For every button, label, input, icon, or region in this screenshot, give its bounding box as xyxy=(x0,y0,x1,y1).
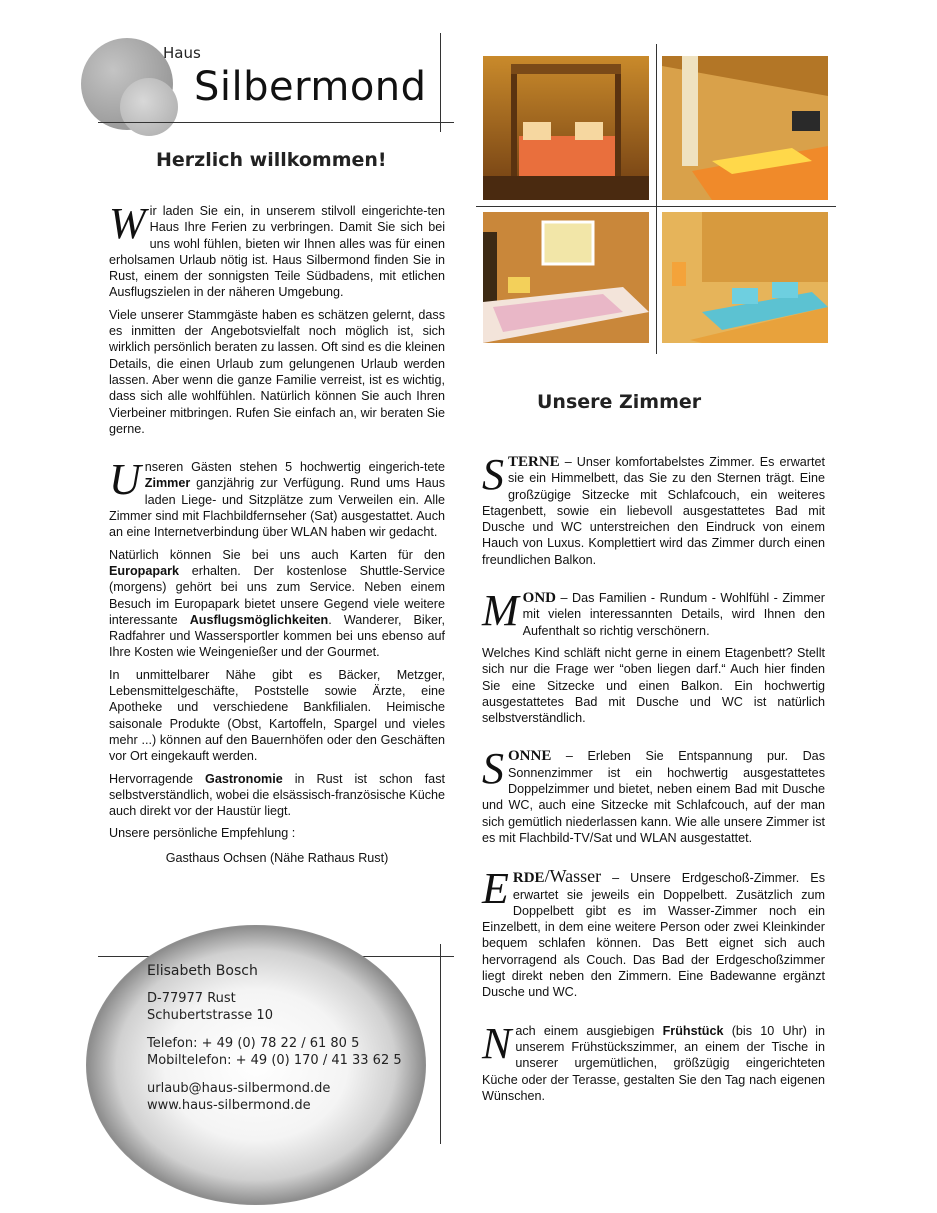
logo-haus: Haus xyxy=(163,44,201,62)
room-sterne: STERNE – Unser komfortabelstes Zimmer. Es erwartet sie ein Himmelbett, das Sie zu den Sternen trägt. Eine großzügige Sitzecke mit Schlafcouch, ein weiteres Etagenbett, sowie ein liebevoll ausgestattetes Bad mit Dusche und WC unterstreichen den Eindruck von einem Hauch von Luxus. Komplettiert wird das Zimmer durch einen freundlichen Balkon. xyxy=(482,450,825,567)
room-erde-wasser: ERDE/Wasser – Unsere Erdgeschoß-Zimmer. Es erwartet sie jeweils ein Doppelbett. Zusätzlich zum Doppelbett gibt es im Wasser-Zimmer noch ein Einzelbett, in dem eine weitere Person oder zwei Kleinkinder bequem schlafen können. Das Bett eignet sich auch hervorragend als Couch. Das Bad der Erdgeschoßzimmer liegt direkt neben den Zimmern. Eine Badewanne ergänzt Dusche und WC. xyxy=(482,864,825,1000)
welcome-heading: Herzlich willkommen! xyxy=(156,149,387,171)
room-sonne-name: ONNE xyxy=(508,748,552,765)
rooms-intro-paragraph: Unseren Gästen stehen 5 hochwertig eingerich-tete Zimmer ganzjährig zur Verfügung. Rund ums Haus laden Liege- und Sitzplätze zum Verweilen ein. Alle Zimmer sind mit Flachbildfernseher (Sat) ausgestattet. Auch an eine Internetverbindung über WLAN haben wir gedacht. xyxy=(109,455,445,540)
rooms-heading: Unsere Zimmer xyxy=(537,391,702,413)
drop-cap-u: U xyxy=(109,455,141,505)
welcome-paragraph-2: Viele unserer Stammgäste haben es schätzen gelernt, dass es inmitten der Angebotsvielfalt noch möglich ist, sich wirklich persönlich beraten zu lassen. Oft sind es die kleinen Details, die einen Urlaub zum gelungenen Urlaub werden lassen. Aber wenn die ganze Familie verreist, ist es wichtig, dass sich alle wohlfühlen. Natürlich können Sie auch Ihren Vierbeiner mitbringen. Rufen Sie einfach an, wir beraten Sie gerne. xyxy=(109,307,446,436)
room-photo-double-bed xyxy=(483,212,649,343)
room-sonne: SONNE – Erleben Sie Entspannung pur. Das Sonnenzimmer ist ein hochwertig ausgestattetes Doppelzimmer und bietet, neben einem Bad mit Dusche und WC, auch eine Sitzecke mit Schlafcouch, auf der man sich gemütlich niederlassen kann. Wie alle unsere Zimmer ist es mit Flachbild-TV/Sat und WLAN ausgestattet. xyxy=(482,744,825,845)
recommendation-label: Unsere persönliche Empfehlung : xyxy=(109,826,296,841)
room-photo-bunk-bed xyxy=(662,56,828,200)
contact-mobile: Mobiltelefon: + 49 (0) 170 / 41 33 62 5 xyxy=(147,1053,402,1068)
header-rule xyxy=(98,122,454,123)
contact-city: D-77977 Rust xyxy=(147,991,236,1006)
europapark-paragraph: Natürlich können Sie bei uns auch Karten für den Europapark erhalten. Der kostenlose Shuttle-Service (morgens) gehört bei uns zum Service. Neben einem Besuch im Europapark bietet unsere Gegend viele weitere interessante Ausflugsmöglichkeiten. Wanderer, Biker, Radfahrer und Wassersportler kommen bei uns ebenso auf Ihre Kosten wie Weingenießer und der Gourmet. xyxy=(109,547,446,660)
room-photo-canopy-bed xyxy=(483,56,649,200)
contact-name: Elisabeth Bosch xyxy=(147,963,258,979)
drop-cap-s: S xyxy=(482,450,504,499)
room-photo-sun-room xyxy=(662,212,828,343)
photo-grid-vertical-rule xyxy=(656,44,657,354)
logo-silbermond: Silbermond xyxy=(194,64,427,110)
photo-grid-horizontal-rule xyxy=(476,206,836,207)
nearby-paragraph: In unmittelbarer Nähe gibt es Bäcker, Metzger, Lebensmittelgeschäfte, Poststelle sowie Ärzte, eine Apotheke und verschiedene Bankfilialen. Heimische saisonale Produkte (Obst, Kartoffeln, Spargel und vieles mehr ...) können auf den Bauernhöfen oder den Geschäften vor Ort eingekauft werden. xyxy=(109,667,445,764)
rooms-column xyxy=(482,450,825,1110)
gastronomy-paragraph: Hervorragende Gastronomie in Rust ist schon fast selbstverständlich, wobei die elsässisch-französische Küche auch direkt vor der Haustür liegt. xyxy=(109,771,445,819)
welcome-paragraph-1: Wir laden Sie ein, in unserem stilvoll eingerichte-ten Haus Ihre Ferien zu verbringen. Damit Sie sich bei uns wohl fühlen, bieten wir Ihnen alles was für einen erholsamen Urlaub nötig ist. Haus Silbermond finden Sie in Rust, einem der sonnigsten Teile Südbadens, mit etlichen Ausflugszielen in der näheren Umgebung. xyxy=(109,199,445,300)
drop-cap-m: M xyxy=(482,586,519,636)
drop-cap-w: W xyxy=(109,199,146,248)
contact-email[interactable]: urlaub@haus-silbermond.de xyxy=(147,1081,331,1096)
room-sterne-name: TERNE xyxy=(508,454,560,470)
room-erde-name: RDE xyxy=(512,870,545,887)
header-vertical-rule xyxy=(440,33,441,132)
contact-website[interactable]: www.haus-silbermond.de xyxy=(147,1098,311,1113)
recommendation-value: Gasthaus Ochsen (Nähe Rathaus Rust) xyxy=(165,850,389,865)
contact-street: Schubertstrasse 10 xyxy=(147,1008,273,1023)
footer-vertical-rule xyxy=(440,944,441,1144)
room-mond-details: Welches Kind schläft nicht gerne in einem Etagenbett? Stellt sich nur die Frage wer “oben liegen darf.“ Auch hier finden Sie eine Sitzecke und einen Balkon. Ein hochwertig ausgestattetes Bad mit Dusche und WC ist natürlich selbstverständlich. xyxy=(482,645,825,726)
breakfast-paragraph: Nach einem ausgiebigen Frühstück (bis 10 Uhr) in unserem Frühstückszimmer, an einem der Tische in unserer urgemütlichen, größzügig eingerichteten Küche oder der Terasse, gestalten Sie den Tag nach eigenen Wünschen. xyxy=(482,1018,825,1103)
drop-cap-n: N xyxy=(482,1018,512,1068)
drop-cap-e: E xyxy=(482,864,509,914)
drop-cap-s2: S xyxy=(482,744,504,794)
logo-moon-small xyxy=(120,78,178,136)
welcome-column xyxy=(109,199,446,872)
room-mond-name: OND xyxy=(522,590,556,607)
contact-phone: Telefon: + 49 (0) 78 22 / 61 80 5 xyxy=(147,1036,360,1051)
room-mond: MOND – Das Familien - Rundum - Wohlfühl - Zimmer mit vielen interessannten Details, wird Ihnen den Aufenthalt so richtig verschönern. xyxy=(482,586,825,638)
